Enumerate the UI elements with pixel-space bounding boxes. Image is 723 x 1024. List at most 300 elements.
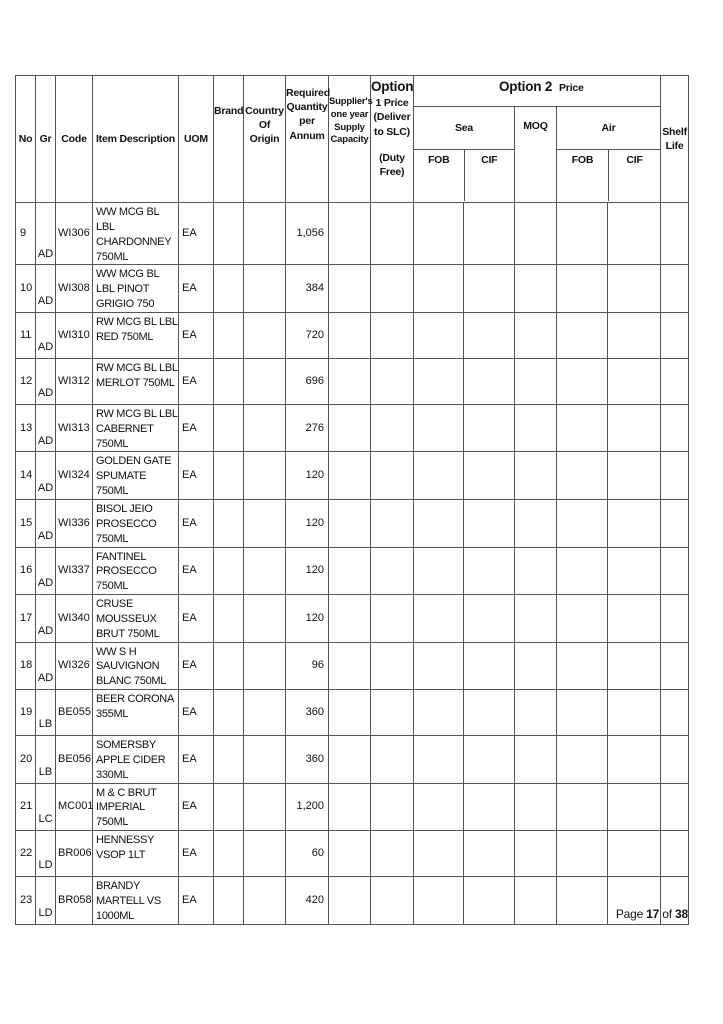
air-fob-cell	[557, 783, 608, 831]
uom-cell: EA	[179, 203, 214, 265]
gr-cell: AD	[36, 547, 56, 595]
required-quantity-cell: 384	[286, 265, 329, 313]
gr-cell: LB	[36, 690, 56, 736]
supply-capacity-cell	[329, 690, 371, 736]
sea-fob-cell	[414, 265, 464, 313]
air-cif-cell	[608, 547, 661, 595]
air-fob-cell	[557, 877, 608, 925]
option1-line: to SLC)	[374, 125, 410, 138]
code-cell: BR006	[56, 831, 93, 877]
gr-cell: AD	[36, 358, 56, 404]
brand-label: Brand	[214, 105, 244, 117]
table-row	[16, 499, 689, 547]
moq-cell	[515, 312, 557, 358]
no-cell: 15	[16, 499, 36, 547]
country-of-origin-cell	[244, 783, 286, 831]
shelf-life-cell	[661, 736, 689, 784]
code-cell: WI306	[56, 203, 93, 265]
air-fob-cell	[557, 547, 608, 595]
price-label: Price	[559, 82, 584, 94]
col-uom-header: UOM	[179, 76, 214, 203]
required-quantity-cell: 360	[286, 690, 329, 736]
no-cell: 20	[16, 736, 36, 784]
air-fob-cell	[557, 642, 608, 690]
no-cell: 16	[16, 547, 36, 595]
code-cell: BR058	[56, 877, 93, 925]
sea-cif-cell	[464, 404, 515, 452]
sea-fob-cell	[414, 783, 464, 831]
air-fob-cell	[557, 499, 608, 547]
air-cif-cell	[608, 404, 661, 452]
shelf-life-cell	[661, 312, 689, 358]
brand-cell	[214, 203, 244, 265]
country-of-origin-cell	[244, 736, 286, 784]
brand-cell	[214, 547, 244, 595]
uom-cell: EA	[179, 312, 214, 358]
air-cif-cell	[608, 203, 661, 265]
sea-fob-cell	[414, 203, 464, 265]
sea-fob-cell	[414, 404, 464, 452]
no-cell: 9	[16, 203, 36, 265]
option1-price-cell	[371, 265, 414, 313]
option1-price-cell	[371, 358, 414, 404]
col-no-header: No	[16, 76, 36, 203]
sea-fob-cell	[414, 642, 464, 690]
supply-capacity-cell	[329, 642, 371, 690]
country-of-origin-cell	[244, 642, 286, 690]
sea-fob-cell	[414, 452, 464, 500]
moq-cell	[515, 783, 557, 831]
item-description-cell: M & C BRUT IMPERIAL 750ML	[93, 783, 179, 831]
sea-fob-cell	[414, 547, 464, 595]
moq-cell	[515, 404, 557, 452]
option1-price-cell	[371, 831, 414, 877]
gr-cell: AD	[36, 499, 56, 547]
country-line: Country	[245, 105, 284, 117]
gr-cell: AD	[36, 452, 56, 500]
option1-price-cell	[371, 877, 414, 925]
gr-cell: AD	[36, 265, 56, 313]
code-cell: BE055	[56, 690, 93, 736]
gr-cell: LD	[36, 877, 56, 925]
country-of-origin-cell	[244, 203, 286, 265]
air-fob-cell	[557, 358, 608, 404]
no-cell: 22	[16, 831, 36, 877]
moq-cell	[515, 831, 557, 877]
shelf-life-cell	[661, 783, 689, 831]
supply-capacity-cell	[329, 358, 371, 404]
gr-cell: AD	[36, 404, 56, 452]
brand-cell	[214, 690, 244, 736]
shelf-life-cell	[661, 690, 689, 736]
col-supplier-capacity-header	[329, 76, 371, 203]
required-line: Required	[286, 87, 330, 99]
gr-cell: AD	[36, 642, 56, 690]
option1-line: (Duty	[379, 151, 405, 164]
table-row	[16, 877, 689, 925]
air-cif-cell	[608, 265, 661, 313]
supply-capacity-cell	[329, 831, 371, 877]
table-row	[16, 595, 689, 643]
air-fob-cell	[557, 736, 608, 784]
supplier-line: Capacity	[330, 134, 369, 146]
brand-cell	[214, 736, 244, 784]
moq-cell	[515, 358, 557, 404]
air-cif-cell	[608, 595, 661, 643]
code-cell: WI312	[56, 358, 93, 404]
gr-cell: LC	[36, 783, 56, 831]
required-quantity-cell: 60	[286, 831, 329, 877]
moq-cell	[515, 452, 557, 500]
brand-cell	[214, 358, 244, 404]
air-cif-cell	[608, 783, 661, 831]
page-of: of	[662, 907, 672, 921]
shelf-life-cell	[661, 499, 689, 547]
sea-fob-cell	[414, 312, 464, 358]
item-description-cell: RW MCG BL LBL MERLOT 750ML	[93, 358, 179, 404]
table-body	[16, 203, 689, 925]
option1-price-cell	[371, 690, 414, 736]
brand-cell	[214, 831, 244, 877]
moq-cell	[515, 203, 557, 265]
required-quantity-cell: 96	[286, 642, 329, 690]
supply-capacity-cell	[329, 312, 371, 358]
uom-cell: EA	[179, 595, 214, 643]
option2-price-header	[414, 76, 661, 107]
supplier-line: Supplier's	[329, 96, 373, 107]
sea-fob-cell	[414, 831, 464, 877]
code-cell: WI340	[56, 595, 93, 643]
sea-cif-cell	[464, 783, 515, 831]
air-cif-cell	[608, 358, 661, 404]
table-row	[16, 642, 689, 690]
code-cell: WI336	[56, 499, 93, 547]
country-of-origin-cell	[244, 312, 286, 358]
header-row-top	[16, 76, 689, 107]
code-cell: WI308	[56, 265, 93, 313]
sea-fob-cell	[414, 358, 464, 404]
option1-price-cell	[371, 404, 414, 452]
sea-cif-cell	[464, 690, 515, 736]
table-row	[16, 312, 689, 358]
shelf-life-cell	[661, 452, 689, 500]
item-description-cell: RW MCG BL LBL CABERNET 750ML	[93, 404, 179, 452]
option2-title: Option 2	[499, 79, 553, 94]
uom-cell: EA	[179, 499, 214, 547]
moq-cell	[515, 499, 557, 547]
sea-cif-cell	[464, 358, 515, 404]
option1-price-cell	[371, 547, 414, 595]
required-quantity-cell: 720	[286, 312, 329, 358]
sea-cif-cell	[464, 312, 515, 358]
table-row	[16, 831, 689, 877]
page-number	[616, 907, 688, 921]
moq-cell	[515, 595, 557, 643]
country-of-origin-cell	[244, 690, 286, 736]
air-label: Air	[557, 108, 660, 150]
col-item-description-header: Item Description	[93, 76, 179, 203]
required-quantity-cell: 420	[286, 877, 329, 925]
option1-price-cell	[371, 312, 414, 358]
shelf-life-cell	[661, 547, 689, 595]
sea-cif-cell	[464, 203, 515, 265]
table-row	[16, 358, 689, 404]
shelf-life-cell	[661, 358, 689, 404]
supply-capacity-cell	[329, 404, 371, 452]
uom-cell: EA	[179, 642, 214, 690]
sea-fob-label: FOB	[414, 150, 465, 201]
option1-price-cell	[371, 452, 414, 500]
col-option1-header	[371, 76, 414, 203]
sea-fob-cell	[414, 690, 464, 736]
required-quantity-cell: 120	[286, 499, 329, 547]
code-cell: BE056	[56, 736, 93, 784]
required-line: Quantity	[286, 101, 328, 114]
country-of-origin-cell	[244, 831, 286, 877]
sea-cif-cell	[464, 831, 515, 877]
moq-cell	[515, 547, 557, 595]
table-row	[16, 203, 689, 265]
supply-capacity-cell	[329, 203, 371, 265]
required-quantity-cell: 1,200	[286, 783, 329, 831]
no-cell: 12	[16, 358, 36, 404]
table-row	[16, 783, 689, 831]
moq-cell	[515, 736, 557, 784]
item-description-cell: WW MCG BL LBL CHARDONNEY 750ML	[93, 203, 179, 265]
supply-capacity-cell	[329, 547, 371, 595]
brand-cell	[214, 452, 244, 500]
country-of-origin-cell	[244, 404, 286, 452]
supply-capacity-cell	[329, 877, 371, 925]
gr-cell: AD	[36, 203, 56, 265]
brand-cell	[214, 595, 244, 643]
required-quantity-cell: 120	[286, 595, 329, 643]
uom-cell: EA	[179, 404, 214, 452]
uom-cell: EA	[179, 358, 214, 404]
sea-fob-cell	[414, 595, 464, 643]
air-fob-cell	[557, 312, 608, 358]
uom-cell: EA	[179, 831, 214, 877]
required-quantity-cell: 120	[286, 452, 329, 500]
table-row	[16, 265, 689, 313]
item-description-cell: HENNESSY VSOP 1LT	[93, 831, 179, 877]
no-cell: 18	[16, 642, 36, 690]
item-description-cell: BISOL JEIO PROSECCO 750ML	[93, 499, 179, 547]
air-fob-label: FOB	[557, 150, 609, 201]
air-fob-cell	[557, 203, 608, 265]
air-cif-cell	[608, 642, 661, 690]
option1-title: Option	[371, 79, 414, 94]
shelf-life-cell	[661, 404, 689, 452]
moq-label: MOQ	[523, 120, 548, 132]
brand-cell	[214, 783, 244, 831]
sea-cif-cell	[464, 452, 515, 500]
required-quantity-cell: 1,056	[286, 203, 329, 265]
option1-price-cell	[371, 642, 414, 690]
required-quantity-cell: 360	[286, 736, 329, 784]
air-cif-cell	[608, 499, 661, 547]
required-quantity-cell: 276	[286, 404, 329, 452]
required-line: Annum	[289, 129, 325, 142]
country-of-origin-cell	[244, 877, 286, 925]
option1-price-cell	[371, 499, 414, 547]
page-current: 17	[646, 907, 660, 921]
col-required-qty-header	[286, 76, 329, 203]
code-cell: MC001	[56, 783, 93, 831]
air-cif-cell	[608, 312, 661, 358]
uom-cell: EA	[179, 690, 214, 736]
code-cell: WI324	[56, 452, 93, 500]
option1-line: Free)	[379, 165, 405, 178]
sea-cif-cell	[464, 595, 515, 643]
col-brand-header	[214, 76, 244, 203]
col-country-header	[244, 76, 286, 203]
brand-cell	[214, 404, 244, 452]
uom-cell: EA	[179, 877, 214, 925]
no-cell: 13	[16, 404, 36, 452]
country-line: Origin	[249, 133, 280, 146]
uom-cell: EA	[179, 783, 214, 831]
moq-cell	[515, 642, 557, 690]
shelf-life-cell	[661, 265, 689, 313]
country-of-origin-cell	[244, 595, 286, 643]
sea-header	[414, 107, 515, 203]
air-cif-cell	[608, 690, 661, 736]
sea-label: Sea	[414, 108, 514, 150]
air-fob-cell	[557, 452, 608, 500]
supply-capacity-cell	[329, 595, 371, 643]
sea-cif-cell	[464, 265, 515, 313]
moq-cell	[515, 265, 557, 313]
no-cell: 21	[16, 783, 36, 831]
item-description-cell: CRUSE MOUSSEUX BRUT 750ML	[93, 595, 179, 643]
required-quantity-cell: 696	[286, 358, 329, 404]
air-fob-cell	[557, 404, 608, 452]
air-cif-cell	[608, 831, 661, 877]
col-gr-header: Gr	[36, 76, 56, 203]
supplier-line: Supply	[334, 121, 365, 133]
air-cif-label: CIF	[626, 154, 643, 166]
no-cell: 19	[16, 690, 36, 736]
brand-cell	[214, 642, 244, 690]
sea-cif-cell	[464, 736, 515, 784]
option1-price-cell	[371, 736, 414, 784]
item-description-cell: BEER CORONA 355ML	[93, 690, 179, 736]
page-total: 38	[675, 907, 688, 921]
air-header	[557, 107, 661, 203]
sea-cif-cell	[464, 547, 515, 595]
table-row	[16, 452, 689, 500]
shelf-life-cell	[661, 203, 689, 265]
no-cell: 17	[16, 595, 36, 643]
gr-cell: AD	[36, 312, 56, 358]
country-of-origin-cell	[244, 547, 286, 595]
code-cell: WI310	[56, 312, 93, 358]
supply-capacity-cell	[329, 265, 371, 313]
code-cell: WI337	[56, 547, 93, 595]
no-cell: 14	[16, 452, 36, 500]
shelf-life-cell	[661, 642, 689, 690]
gr-cell: AD	[36, 595, 56, 643]
country-of-origin-cell	[244, 358, 286, 404]
brand-cell	[214, 265, 244, 313]
no-cell: 11	[16, 312, 36, 358]
col-code-header: Code	[56, 76, 93, 203]
supply-capacity-cell	[329, 736, 371, 784]
sea-cif-cell	[464, 877, 515, 925]
air-fob-cell	[557, 831, 608, 877]
table-row	[16, 736, 689, 784]
uom-cell: EA	[179, 547, 214, 595]
sea-fob-cell	[414, 499, 464, 547]
shelf-life-cell	[661, 595, 689, 643]
brand-cell	[214, 499, 244, 547]
moq-header	[515, 107, 557, 203]
country-of-origin-cell	[244, 452, 286, 500]
option1-line: (Deliver	[373, 111, 411, 124]
country-of-origin-cell	[244, 265, 286, 313]
col-shelf-life-header: Shelf Life	[661, 76, 689, 203]
supply-capacity-cell	[329, 783, 371, 831]
sea-cif-cell	[464, 642, 515, 690]
country-line: Of	[258, 119, 271, 132]
supply-capacity-cell	[329, 499, 371, 547]
gr-cell: LB	[36, 736, 56, 784]
uom-cell: EA	[179, 265, 214, 313]
uom-cell: EA	[179, 452, 214, 500]
no-cell: 23	[16, 877, 36, 925]
required-quantity-cell: 120	[286, 547, 329, 595]
air-cif-cell	[608, 736, 661, 784]
code-cell: WI313	[56, 404, 93, 452]
table-row	[16, 547, 689, 595]
sea-fob-cell	[414, 736, 464, 784]
price-schedule-table	[15, 75, 689, 925]
option1-price-cell	[371, 203, 414, 265]
air-cif-cell	[608, 452, 661, 500]
air-fob-cell	[557, 265, 608, 313]
item-description-cell: GOLDEN GATE SPUMATE 750ML	[93, 452, 179, 500]
air-fob-cell	[557, 690, 608, 736]
item-description-cell: WW S H SAUVIGNON BLANC 750ML	[93, 642, 179, 690]
table-row	[16, 404, 689, 452]
option1-price-cell	[371, 595, 414, 643]
supplier-line: one year	[330, 108, 369, 120]
moq-cell	[515, 877, 557, 925]
supply-capacity-cell	[329, 452, 371, 500]
page-prefix: Page	[615, 907, 644, 921]
table-row	[16, 690, 689, 736]
air-fob-cell	[557, 595, 608, 643]
country-of-origin-cell	[244, 499, 286, 547]
item-description-cell: FANTINEL PROSECCO 750ML	[93, 547, 179, 595]
uom-cell: EA	[179, 736, 214, 784]
moq-cell	[515, 690, 557, 736]
sea-cif-label: CIF	[481, 154, 498, 166]
brand-cell	[214, 312, 244, 358]
sea-fob-cell	[414, 877, 464, 925]
option1-price-cell	[371, 783, 414, 831]
item-description-cell: WW MCG BL LBL PINOT GRIGIO 750	[93, 265, 179, 313]
shelf-life-cell	[661, 831, 689, 877]
item-description-cell: BRANDY MARTELL VS 1000ML	[93, 877, 179, 925]
item-description-cell: SOMERSBY APPLE CIDER 330ML	[93, 736, 179, 784]
sea-cif-cell	[464, 499, 515, 547]
item-description-cell: RW MCG BL LBL RED 750ML	[93, 312, 179, 358]
code-cell: WI326	[56, 642, 93, 690]
required-line: per	[299, 115, 315, 128]
no-cell: 10	[16, 265, 36, 313]
